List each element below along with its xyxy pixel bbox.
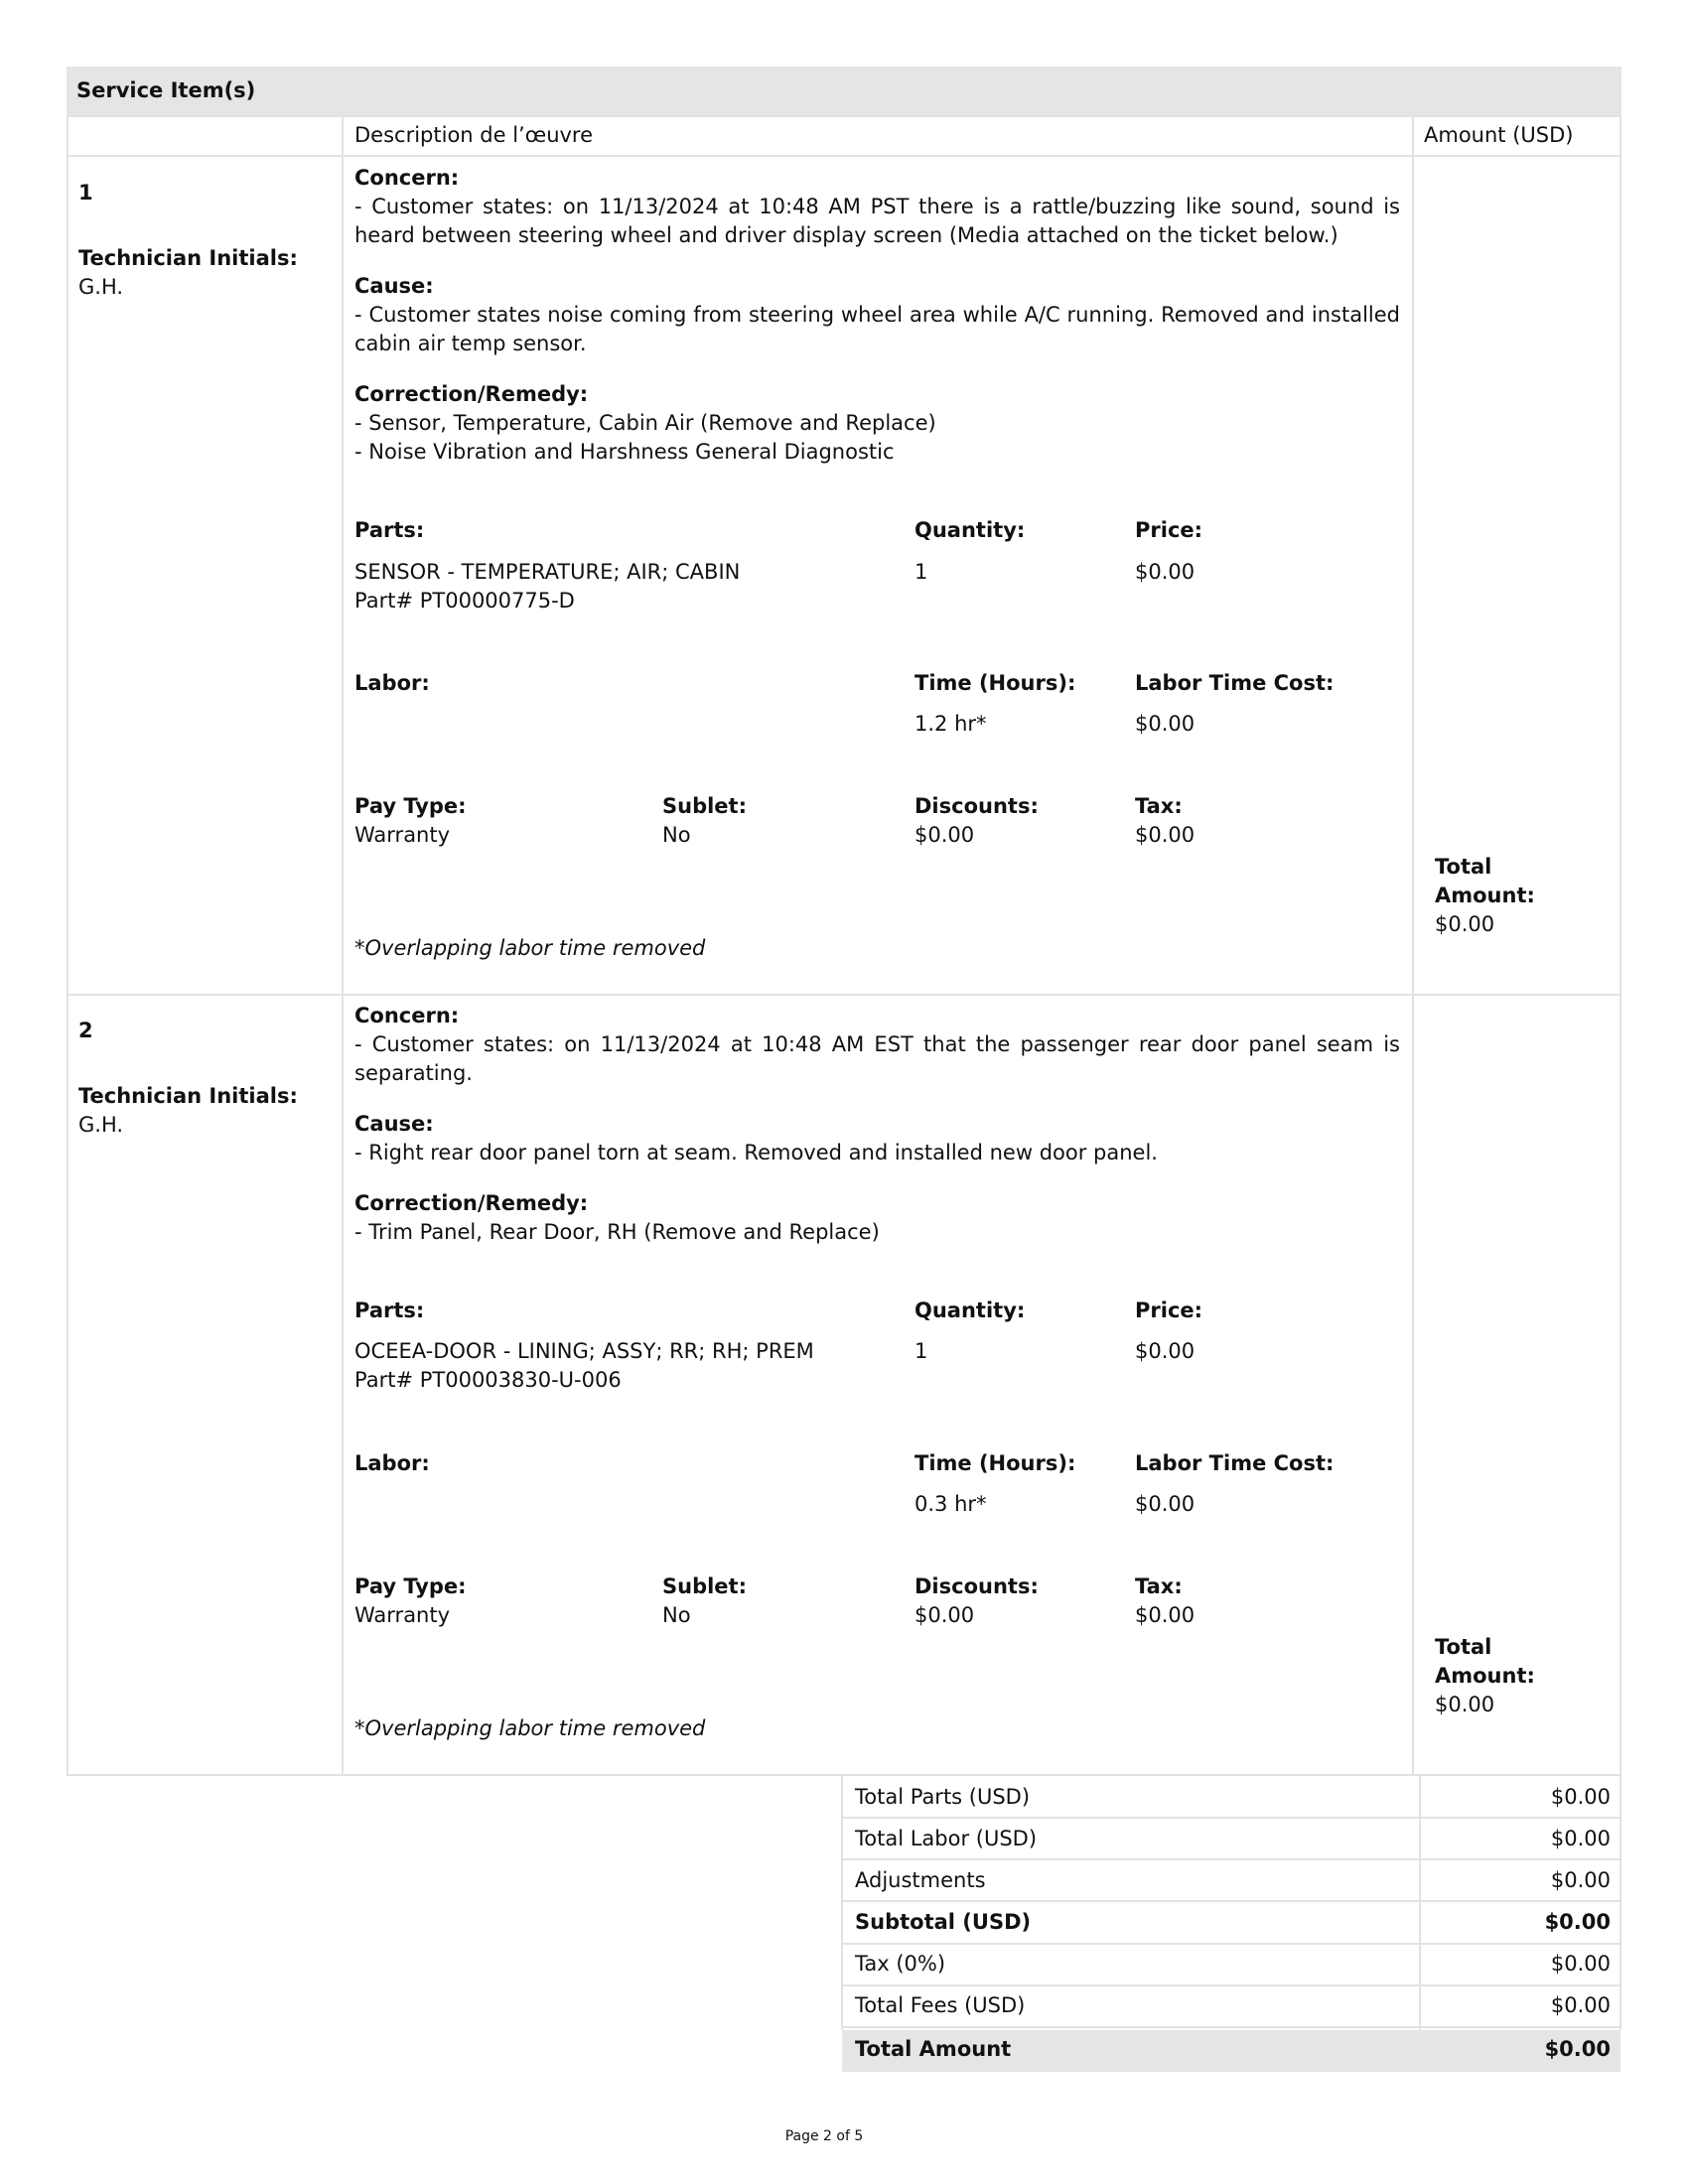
discounts-value: $0.00 bbox=[914, 1603, 975, 1627]
summary-label-tax: Tax (0%) bbox=[855, 1952, 946, 1976]
section-title: Service Item(s) bbox=[76, 78, 256, 102]
technician-initials-label: Technician Initials: bbox=[78, 246, 298, 270]
quantity-label: Quantity: bbox=[914, 518, 1026, 542]
summary-label-subtotal: Subtotal (USD) bbox=[855, 1910, 1032, 1934]
divider bbox=[841, 1984, 1621, 1986]
sublet-value: No bbox=[662, 823, 691, 847]
summary-value-subtotal: $0.00 bbox=[1544, 1910, 1611, 1934]
overlap-note: *Overlapping labor time removed bbox=[354, 936, 706, 960]
technician-initials-value: G.H. bbox=[78, 1113, 124, 1137]
labor-time-cost-label: Labor Time Cost: bbox=[1135, 1451, 1335, 1475]
summary-label-total-labor: Total Labor (USD) bbox=[855, 1827, 1038, 1850]
technician-initials-label: Technician Initials: bbox=[78, 1084, 298, 1108]
labor-label: Labor: bbox=[354, 1451, 430, 1475]
total-amount-label: Total bbox=[1435, 855, 1492, 879]
cause-text: - Customer states noise coming from steering wheel area while A/C running. Removed and installed cabin air temp sensor. bbox=[354, 303, 1400, 355]
divider bbox=[841, 2026, 1621, 2028]
tax-value: $0.00 bbox=[1135, 1603, 1196, 1627]
divider bbox=[67, 115, 1621, 117]
divider bbox=[342, 115, 344, 1776]
overlap-note: *Overlapping labor time removed bbox=[354, 1716, 706, 1740]
divider bbox=[67, 1774, 1621, 1776]
item-number: 1 bbox=[78, 181, 93, 205]
time-hours-label: Time (Hours): bbox=[914, 1451, 1076, 1475]
time-hours-value: 1.2 hr* bbox=[914, 712, 987, 736]
divider bbox=[841, 1900, 1621, 1902]
tax-label: Tax: bbox=[1135, 794, 1183, 818]
summary-label-total-fees: Total Fees (USD) bbox=[855, 1993, 1026, 2017]
summary-value-total-parts: $0.00 bbox=[1550, 1785, 1611, 1809]
total-amount-label: Total bbox=[1435, 1635, 1492, 1659]
divider bbox=[67, 115, 69, 1776]
page-number: Page 2 of 5 bbox=[784, 2128, 864, 2144]
summary-label-total-amount: Total Amount bbox=[855, 2037, 1012, 2061]
cause-label: Cause: bbox=[354, 274, 434, 298]
total-amount-value: $0.00 bbox=[1435, 912, 1495, 936]
part-quantity: 1 bbox=[914, 560, 928, 584]
price-label: Price: bbox=[1135, 1298, 1203, 1322]
summary-label-total-parts: Total Parts (USD) bbox=[855, 1785, 1031, 1809]
correction-line: - Noise Vibration and Harshness General Diagnostic bbox=[354, 440, 895, 464]
tax-value: $0.00 bbox=[1135, 823, 1196, 847]
time-hours-label: Time (Hours): bbox=[914, 671, 1076, 695]
part-price: $0.00 bbox=[1135, 1339, 1196, 1363]
part-number: Part# PT00000775-D bbox=[354, 589, 575, 613]
discounts-value: $0.00 bbox=[914, 823, 975, 847]
labor-time-cost-label: Labor Time Cost: bbox=[1135, 671, 1335, 695]
tax-label: Tax: bbox=[1135, 1574, 1183, 1598]
summary-value-total-labor: $0.00 bbox=[1550, 1827, 1611, 1850]
part-number: Part# PT00003830-U-006 bbox=[354, 1368, 622, 1392]
part-price: $0.00 bbox=[1135, 560, 1196, 584]
summary-value-total-amount: $0.00 bbox=[1544, 2037, 1611, 2061]
price-label: Price: bbox=[1135, 518, 1203, 542]
item-number: 2 bbox=[78, 1019, 93, 1042]
concern-text: - Customer states: on 11/13/2024 at 10:48 AM EST that the passenger rear door panel seam is separating. bbox=[354, 1032, 1400, 1085]
correction-line: - Trim Panel, Rear Door, RH (Remove and Replace) bbox=[354, 1220, 880, 1244]
divider bbox=[841, 1943, 1621, 1945]
divider bbox=[1412, 115, 1414, 1776]
divider bbox=[841, 1858, 1621, 1860]
part-name: SENSOR - TEMPERATURE; AIR; CABIN bbox=[354, 560, 741, 584]
concern-label: Concern: bbox=[354, 166, 460, 190]
summary-value-adjustments: $0.00 bbox=[1550, 1868, 1611, 1892]
concern-label: Concern: bbox=[354, 1004, 460, 1027]
divider bbox=[67, 155, 1621, 157]
divider bbox=[841, 1817, 1621, 1819]
divider bbox=[67, 994, 1621, 996]
summary-value-total-fees: $0.00 bbox=[1550, 1993, 1611, 2017]
divider bbox=[1419, 1776, 1421, 2030]
pay-type-value: Warranty bbox=[354, 823, 451, 847]
divider bbox=[841, 1776, 843, 2030]
correction-label: Correction/Remedy: bbox=[354, 382, 589, 406]
cause-label: Cause: bbox=[354, 1112, 434, 1136]
total-amount-label: Amount: bbox=[1435, 1664, 1535, 1688]
technician-initials-value: G.H. bbox=[78, 275, 124, 299]
sublet-value: No bbox=[662, 1603, 691, 1627]
pay-type-label: Pay Type: bbox=[354, 794, 467, 818]
correction-label: Correction/Remedy: bbox=[354, 1191, 589, 1215]
column-header-description: Description de l’œuvre bbox=[354, 123, 594, 147]
summary-label-adjustments: Adjustments bbox=[855, 1868, 986, 1892]
total-amount-label: Amount: bbox=[1435, 884, 1535, 907]
pay-type-value: Warranty bbox=[354, 1603, 451, 1627]
labor-time-cost-value: $0.00 bbox=[1135, 712, 1196, 736]
cause-text: - Right rear door panel torn at seam. Removed and installed new door panel. bbox=[354, 1141, 1158, 1164]
summary-value-tax: $0.00 bbox=[1550, 1952, 1611, 1976]
sublet-label: Sublet: bbox=[662, 794, 747, 818]
discounts-label: Discounts: bbox=[914, 794, 1039, 818]
section-header-bar bbox=[67, 67, 1621, 115]
divider bbox=[1619, 1776, 1621, 2030]
quantity-label: Quantity: bbox=[914, 1298, 1026, 1322]
column-header-amount: Amount (USD) bbox=[1424, 123, 1574, 147]
total-amount-value: $0.00 bbox=[1435, 1693, 1495, 1716]
labor-time-cost-value: $0.00 bbox=[1135, 1492, 1196, 1516]
parts-label: Parts: bbox=[354, 518, 425, 542]
part-name: OCEEA-DOOR - LINING; ASSY; RR; RH; PREM bbox=[354, 1339, 814, 1363]
parts-label: Parts: bbox=[354, 1298, 425, 1322]
labor-label: Labor: bbox=[354, 671, 430, 695]
time-hours-value: 0.3 hr* bbox=[914, 1492, 987, 1516]
correction-line: - Sensor, Temperature, Cabin Air (Remove and Replace) bbox=[354, 411, 936, 435]
discounts-label: Discounts: bbox=[914, 1574, 1039, 1598]
pay-type-label: Pay Type: bbox=[354, 1574, 467, 1598]
concern-text: - Customer states: on 11/13/2024 at 10:48 AM PST there is a rattle/buzzing like sound, sound is heard between steering wheel and driver display screen (Media attached on the ticket below.) bbox=[354, 195, 1400, 247]
part-quantity: 1 bbox=[914, 1339, 928, 1363]
sublet-label: Sublet: bbox=[662, 1574, 747, 1598]
divider bbox=[1619, 115, 1621, 1776]
